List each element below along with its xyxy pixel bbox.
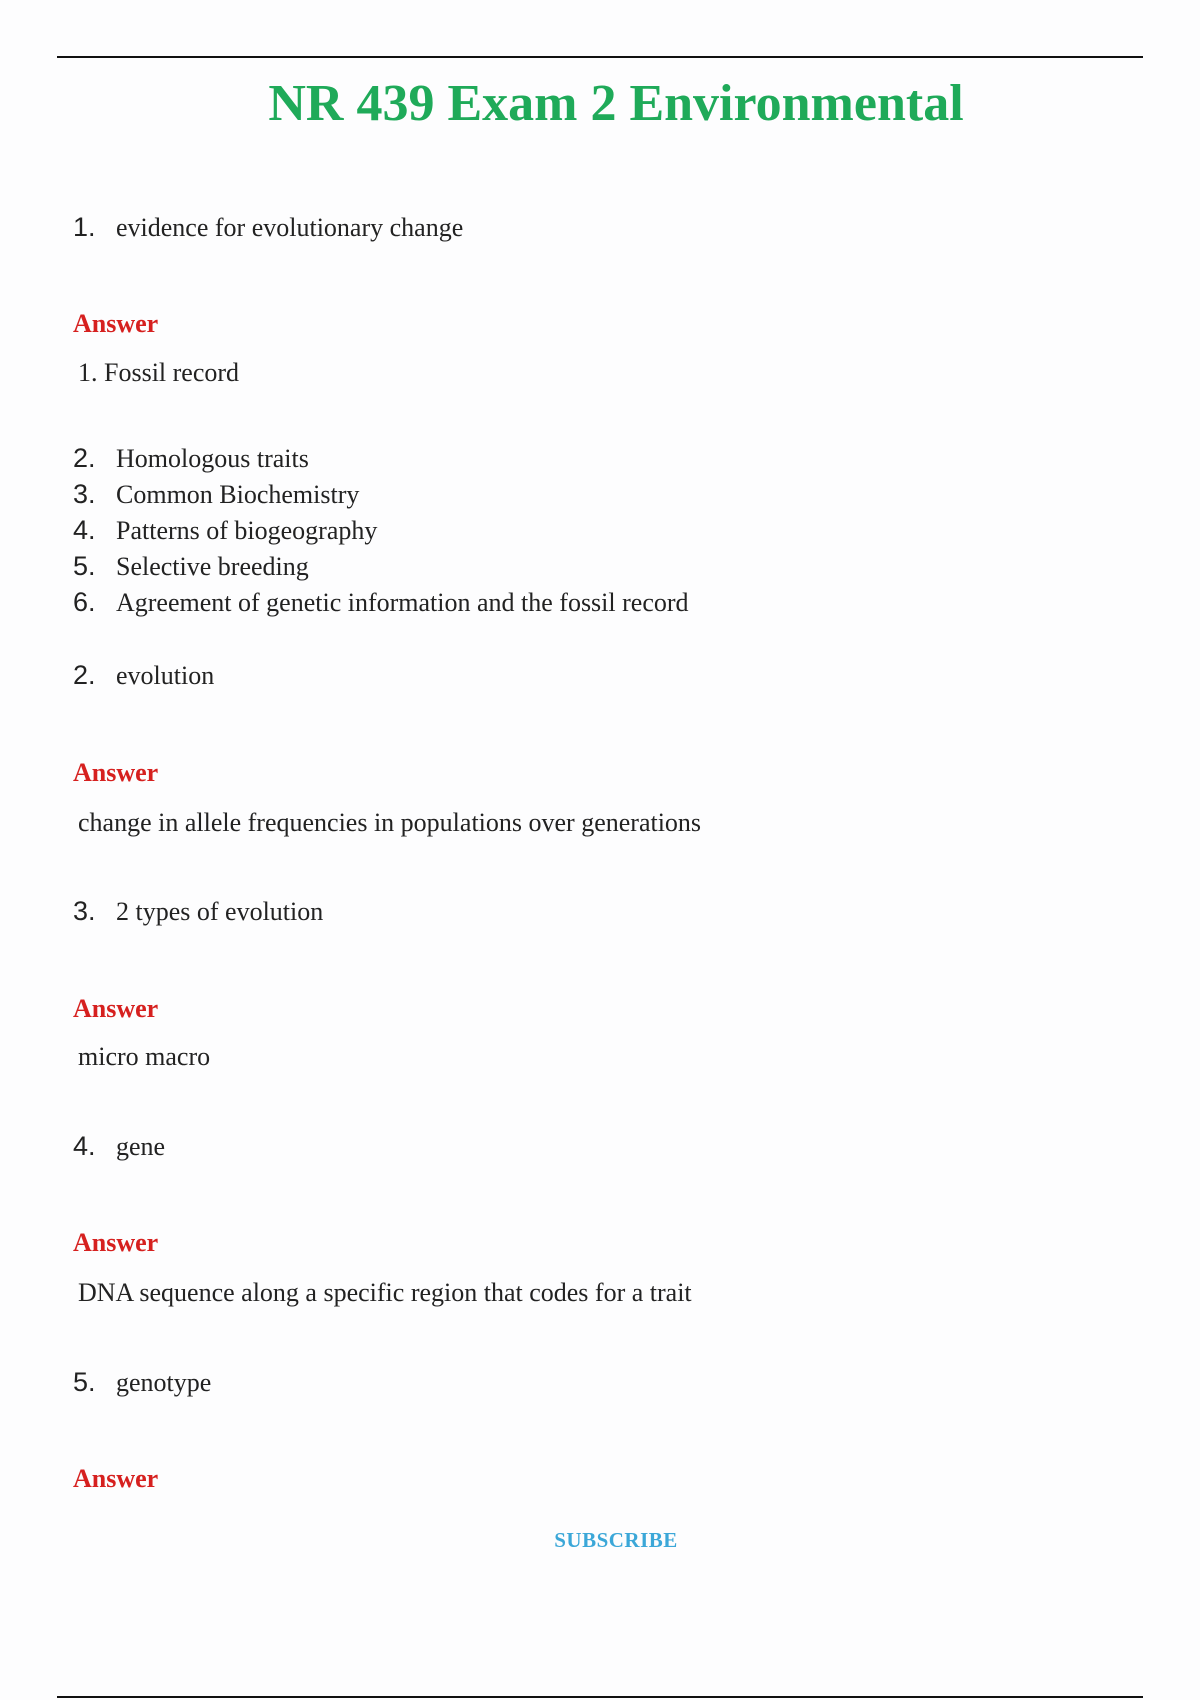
- subscribe-link[interactable]: SUBSCRIBE: [554, 1528, 678, 1552]
- list-item-text: Agreement of genetic information and the fossil record: [116, 588, 689, 617]
- list-item: [73, 548, 689, 584]
- question-text: genotype: [116, 1368, 212, 1397]
- list-item-text: Common Biochemistry: [116, 480, 360, 509]
- question-number: 1.: [73, 212, 96, 242]
- answer-text-2: change in allele frequencies in populations over generations: [78, 808, 702, 837]
- list-item-number: 3.: [73, 479, 96, 509]
- question-3: [73, 894, 323, 928]
- list-item: [73, 512, 689, 548]
- top-rule: [57, 56, 1143, 58]
- answer-text-1: 1. Fossil record: [78, 358, 240, 387]
- document-title: NR 439 Exam 2 Environmental: [268, 75, 964, 132]
- list-item-number: 6.: [73, 587, 96, 617]
- list-item-text: Selective breeding: [116, 552, 309, 581]
- list-item: [73, 440, 689, 476]
- question-text: evolution: [116, 661, 215, 690]
- question-number: 3.: [73, 896, 96, 926]
- question-number: 5.: [73, 1367, 96, 1397]
- list-item: [73, 476, 689, 512]
- answer-text-4: DNA sequence along a specific region that codes for a trait: [78, 1278, 692, 1307]
- question-2: [73, 658, 214, 692]
- list-item-number: 2.: [73, 443, 96, 473]
- answer-label-3: Answer: [73, 994, 159, 1023]
- question-4: [73, 1129, 165, 1163]
- question-5: [73, 1365, 211, 1399]
- question-text: gene: [116, 1132, 166, 1161]
- list-item-text: Patterns of biogeography: [116, 516, 378, 545]
- list-item: [73, 584, 689, 620]
- bottom-rule: [57, 1696, 1143, 1698]
- question-number: 2.: [73, 660, 96, 690]
- list-item-text: Homologous traits: [116, 444, 309, 473]
- answer-label-4: Answer: [73, 1228, 159, 1257]
- list-item-number: 4.: [73, 515, 96, 545]
- question-number: 4.: [73, 1131, 96, 1161]
- answer-text-3: micro macro: [78, 1042, 211, 1071]
- answer-label-1: Answer: [73, 309, 159, 338]
- question-text: 2 types of evolution: [116, 897, 324, 926]
- answer-1-list: [73, 440, 689, 620]
- answer-label-2: Answer: [73, 758, 159, 787]
- question-text: evidence for evolutionary change: [116, 213, 464, 242]
- answer-label-5: Answer: [73, 1464, 159, 1493]
- question-1: [73, 210, 463, 244]
- list-item-number: 5.: [73, 551, 96, 581]
